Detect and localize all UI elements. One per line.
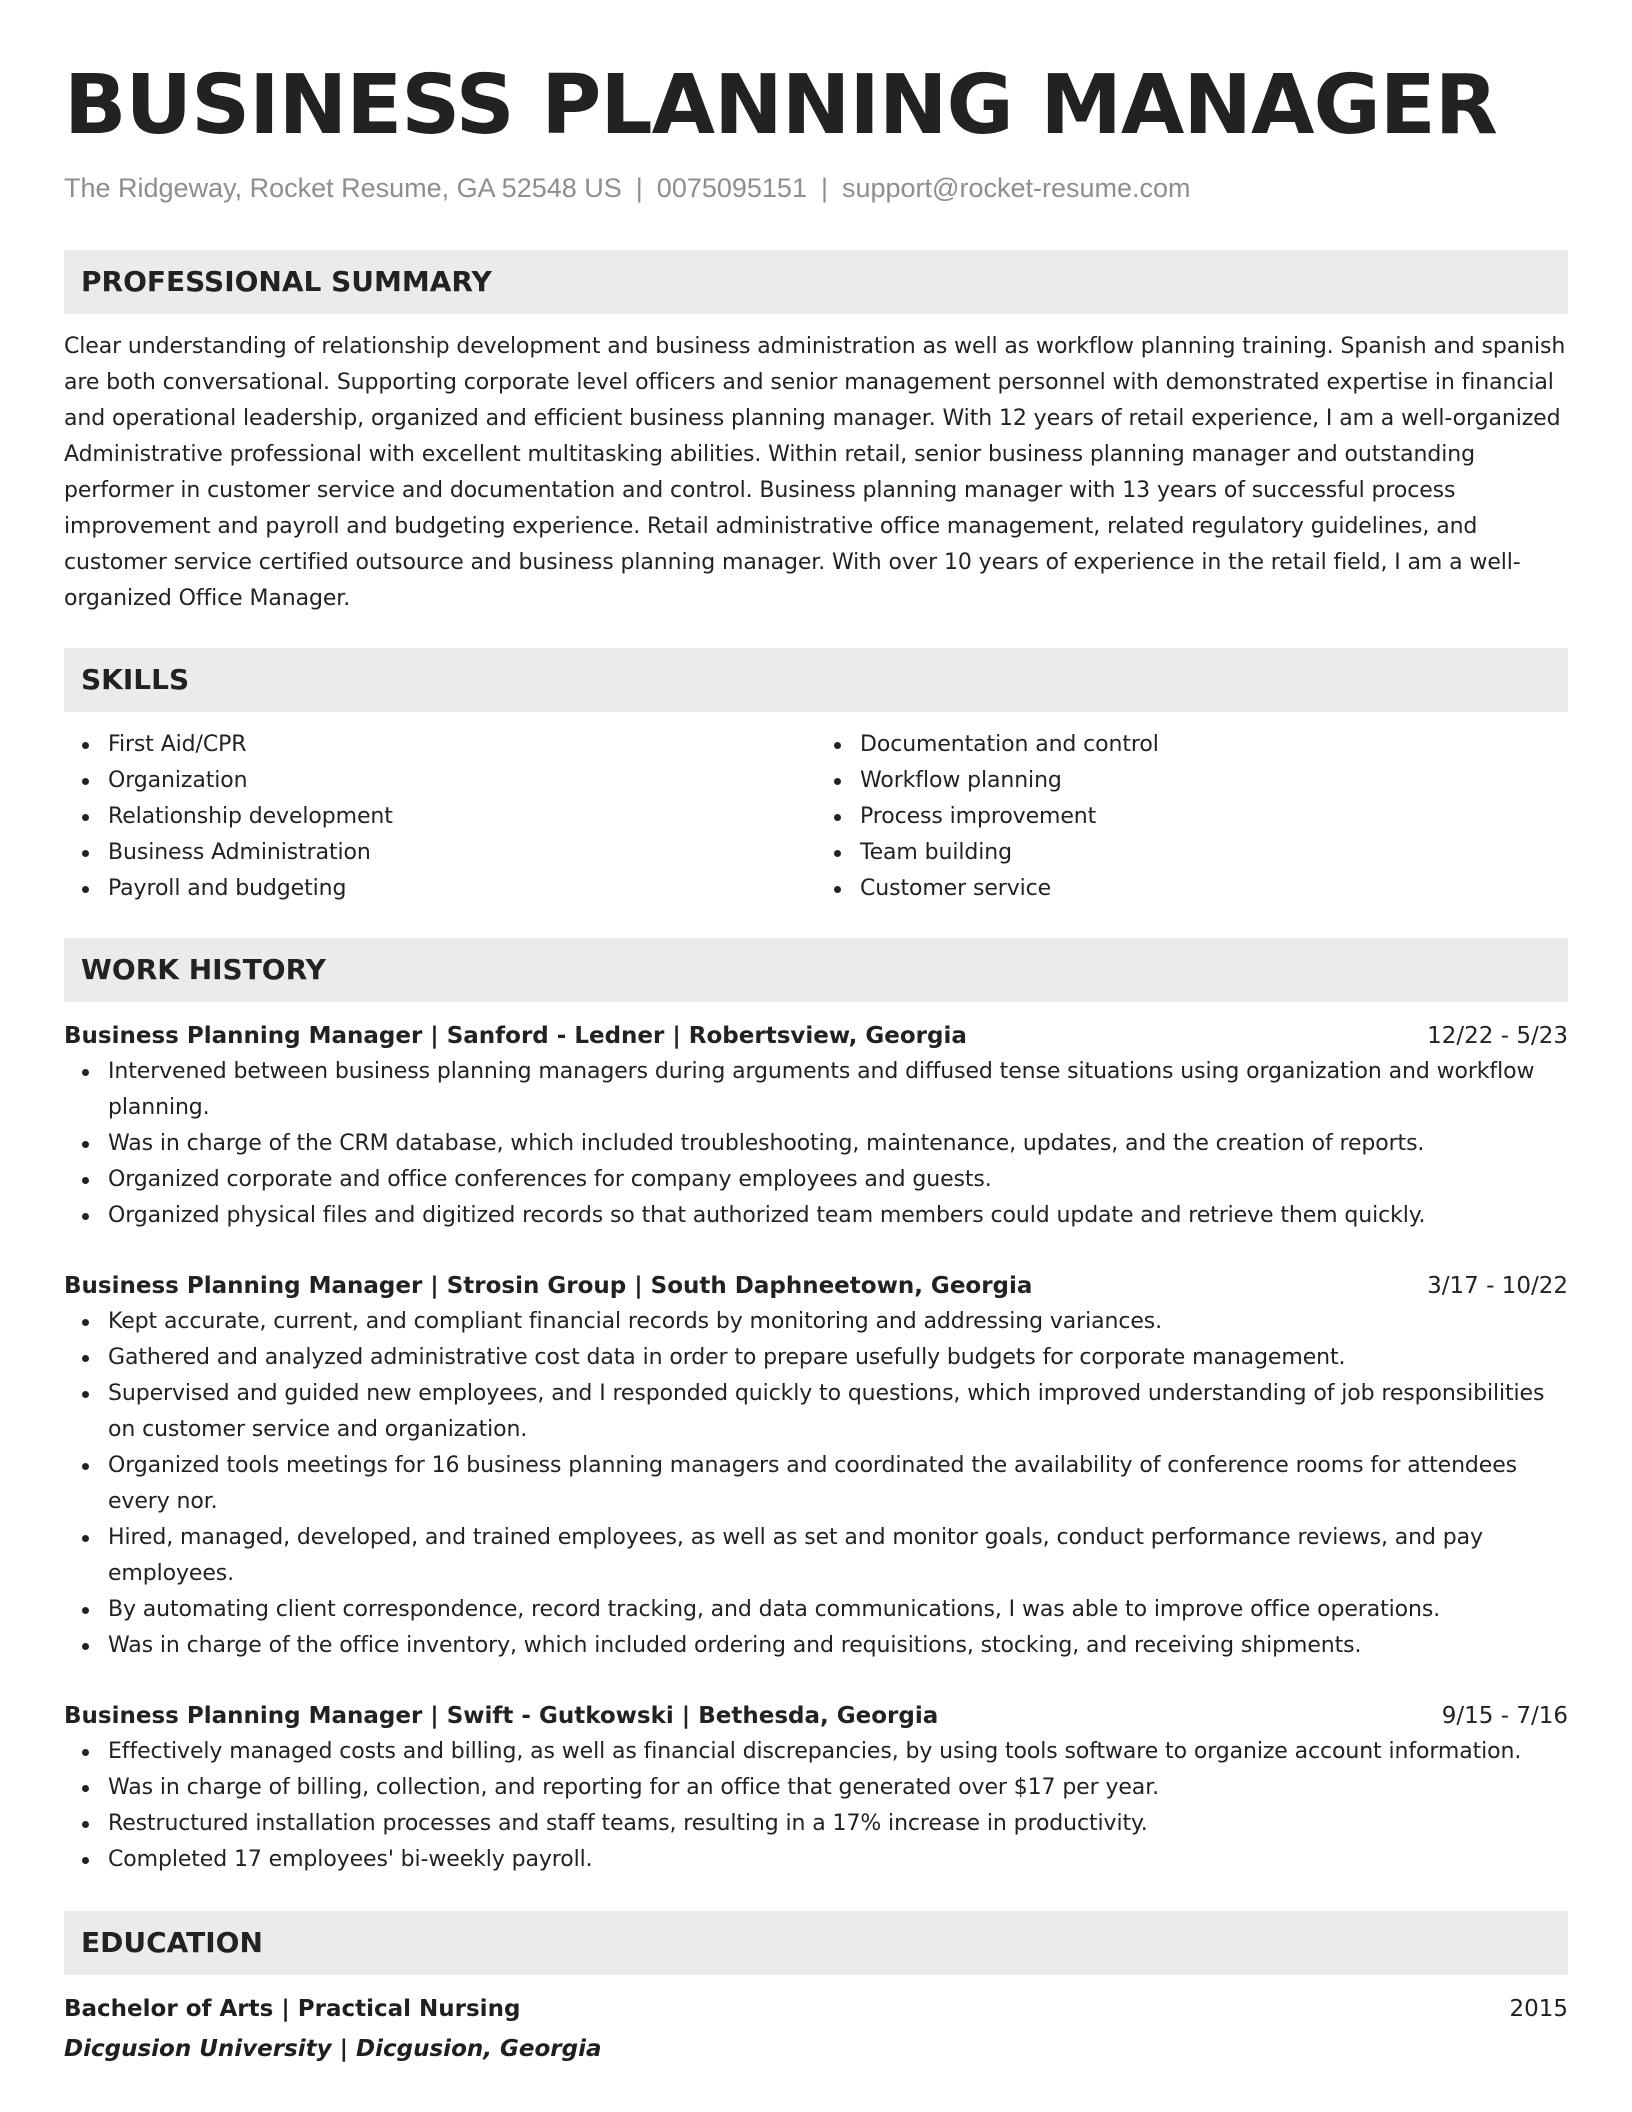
job-title: Business Planning Manager | Sanford - Ledner | Robertsview, Georgia [64,1023,967,1049]
summary-heading: PROFESSIONAL SUMMARY [64,250,1568,314]
skills-list [64,727,1568,907]
contact-phone: 0075095151 [656,173,807,203]
job-bullet: Supervised and guided new employees, and I responded quickly to questions, which improved understanding of job responsibilities on customer service and organization. [108,1376,1568,1448]
job-title: Business Planning Manager | Swift - Gutkowski | Bethesda, Georgia [64,1703,939,1729]
skill-item: Relationship development [108,799,816,835]
job-entry [64,1018,1568,1234]
job-bullet: Intervened between business planning managers during arguments and diffused tense situations using organization and workflow planning. [108,1054,1568,1126]
job-dates: 3/17 - 10/22 [1427,1273,1568,1299]
job-bullet: Completed 17 employees' bi-weekly payroll. [108,1842,1568,1878]
work-history-heading: WORK HISTORY [64,938,1568,1002]
job-dates: 9/15 - 7/16 [1441,1703,1568,1729]
skill-item: Team building [860,835,1568,871]
job-dates: 12/22 - 5/23 [1427,1023,1568,1049]
skill-item: Customer service [860,871,1568,907]
skills-heading: SKILLS [64,648,1568,712]
job-header [64,1698,1568,1734]
job-bullet: Effectively managed costs and billing, as well as financial discrepancies, by using tools software to organize account information. [108,1734,1568,1770]
contact-address: The Ridgeway, Rocket Resume, GA 52548 US [64,173,622,203]
skills-column-right [816,727,1568,907]
job-entry [64,1698,1568,1878]
contact-separator: | [635,173,643,203]
education-year: 2015 [1509,1996,1568,2022]
summary-text: Clear understanding of relationship development and business administration as well as workflow planning training. Spanish and spanish are both conversational. Supporting corporate level officers and senior management personnel with demonstrated expertise in financial and operational leadership, organized and efficient business planning manager. With 12 years of retail experience, I am a well-organized Administrative professional with excellent multitasking abilities. Within retail, senior business planning manager and outstanding performer in customer service and documentation and control. Business planning manager with 13 years of successful process improvement and payroll and budgeting experience. Retail administrative office management, related regulatory guidelines, and customer service certified outsource and business planning manager. With over 10 years of experience in the retail field, I am a well-organized Office Manager. [64,334,1566,611]
job-bullet: Restructured installation processes and staff teams, resulting in a 17% increase in productivity. [108,1806,1568,1842]
education-school: Dicgusion University | Dicgusion, Georgia [64,2036,602,2062]
job-header [64,1268,1568,1304]
job-bullet: Organized corporate and office conferences for company employees and guests. [108,1162,1568,1198]
skills-column-left [64,727,816,907]
skill-item: Documentation and control [860,727,1568,763]
job-entry [64,1268,1568,1664]
skill-item: Process improvement [860,799,1568,835]
job-bullets [64,1734,1568,1878]
job-bullet: Kept accurate, current, and compliant financial records by monitoring and addressing variances. [108,1304,1568,1340]
skill-item: Workflow planning [860,763,1568,799]
job-bullet: Hired, managed, developed, and trained employees, as well as set and monitor goals, conduct performance reviews, and pay employees. [108,1520,1568,1592]
job-bullet: Was in charge of billing, collection, and reporting for an office that generated over $17 per year. [108,1770,1568,1806]
job-bullet: Was in charge of the office inventory, which included ordering and requisitions, stocking, and receiving shipments. [108,1628,1568,1664]
job-bullet: Gathered and analyzed administrative cost data in order to prepare usefully budgets for corporate management. [108,1340,1568,1376]
page-title: BUSINESS PLANNING MANAGER [64,58,1497,153]
contact-email: support@rocket-resume.com [841,173,1191,203]
education-degree: Bachelor of Arts | Practical Nursing [64,1996,521,2022]
job-bullet: By automating client correspondence, record tracking, and data communications, I was able to improve office operations. [108,1592,1568,1628]
job-bullet: Organized tools meetings for 16 business planning managers and coordinated the availability of conference rooms for attendees every nor. [108,1448,1568,1520]
education-header [64,1991,1568,2027]
skill-item: Payroll and budgeting [108,871,816,907]
skill-item: Business Administration [108,835,816,871]
education-heading: EDUCATION [64,1911,1568,1975]
job-bullets [64,1054,1568,1234]
skill-item: Organization [108,763,816,799]
skill-item: First Aid/CPR [108,727,816,763]
job-title: Business Planning Manager | Strosin Group | South Daphneetown, Georgia [64,1273,1033,1299]
contact-separator: | [820,173,828,203]
contact-line [64,170,1568,206]
job-bullet: Organized physical files and digitized records so that authorized team members could update and retrieve them quickly. [108,1198,1568,1234]
job-header [64,1018,1568,1054]
job-bullet: Was in charge of the CRM database, which included troubleshooting, maintenance, updates, and the creation of reports. [108,1126,1568,1162]
job-bullets [64,1304,1568,1664]
